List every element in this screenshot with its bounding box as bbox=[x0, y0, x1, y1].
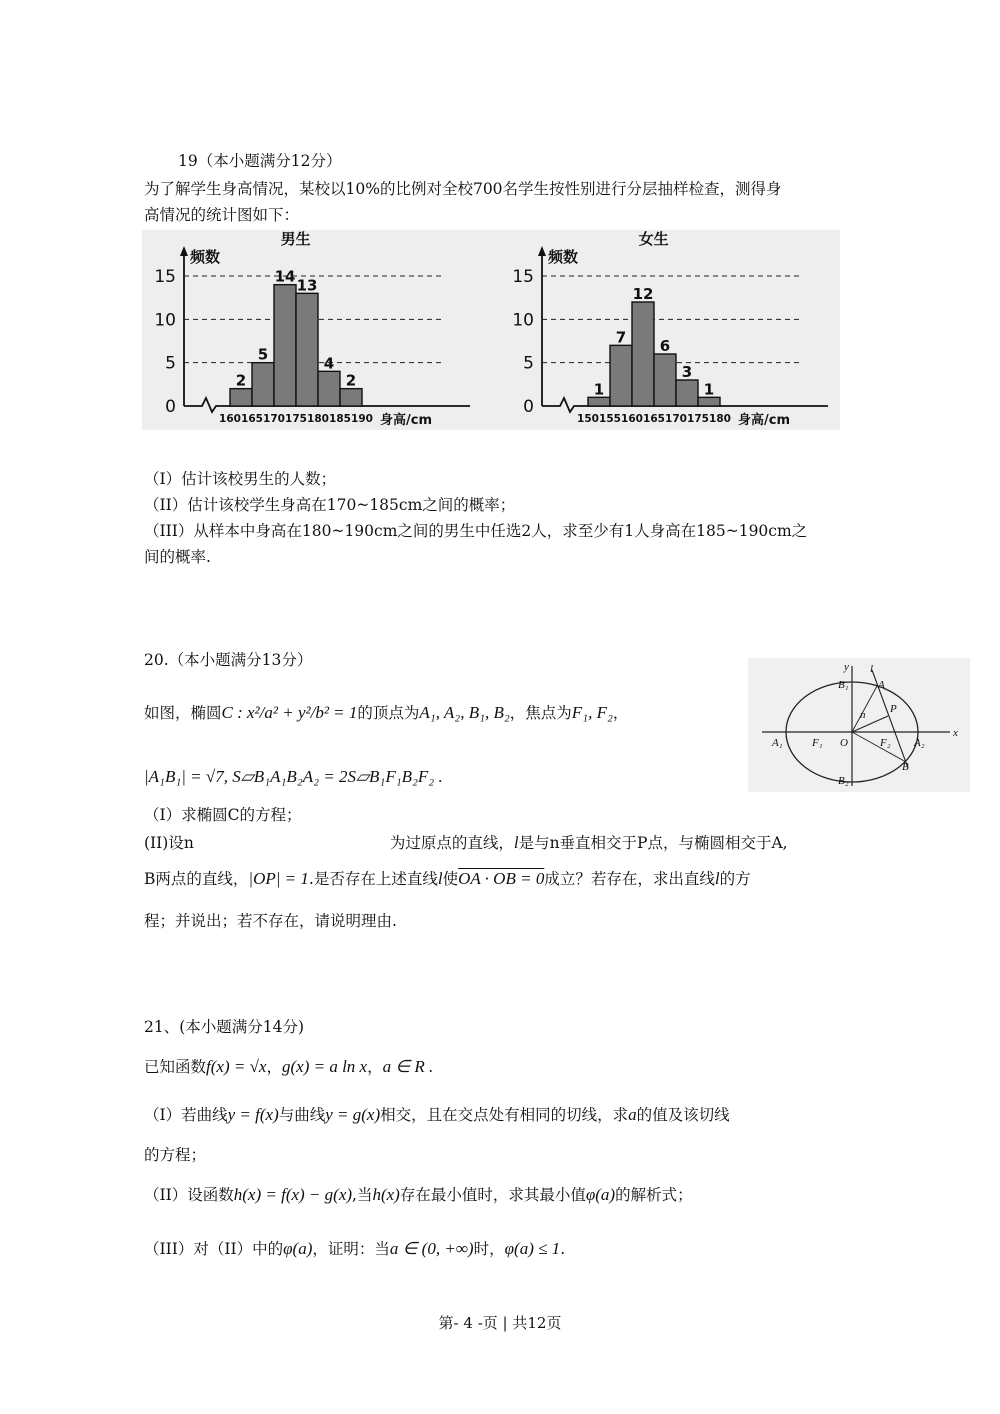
female-xlabel: 身高/cm bbox=[738, 413, 791, 428]
q20-line1-text-b: 的顶点为 bbox=[357, 704, 420, 722]
male-bar-label: 5 bbox=[257, 345, 269, 364]
q21-part1-line2: 的方程； bbox=[144, 1146, 207, 1164]
female-xtick-label: 180 bbox=[709, 413, 731, 425]
fig-label-y: y bbox=[844, 661, 849, 673]
q20-part2-line1 bbox=[144, 830, 858, 856]
q20-part2-b: 为过原点的直线， bbox=[389, 834, 514, 852]
dot-product: OA · OB = 0 bbox=[458, 869, 545, 888]
q20-part2-line3: 程；并说出；若不存在，请说明理由. bbox=[144, 912, 397, 930]
a-range: a ∈ (0, +∞) bbox=[389, 1239, 474, 1258]
q20-header: 20.（本小题满分13分） bbox=[144, 651, 313, 669]
female-bar bbox=[676, 380, 698, 406]
q21-p3-d: . bbox=[560, 1240, 566, 1258]
female-bar bbox=[632, 302, 654, 406]
male-bar-label: 4 bbox=[323, 354, 335, 373]
q21-part1-line1 bbox=[144, 1102, 730, 1128]
fig-label-b2: B₂ bbox=[838, 775, 849, 787]
male-xlabel: 身高/cm bbox=[380, 413, 433, 428]
female-ytick-label: 5 bbox=[523, 353, 534, 374]
male-ytick-label: 5 bbox=[165, 353, 176, 374]
ellipse-diagram bbox=[748, 658, 970, 792]
q21-sep1: ， bbox=[266, 1058, 282, 1076]
female-ytick-label: 15 bbox=[512, 267, 534, 287]
male-bar bbox=[296, 293, 318, 406]
female-bar bbox=[654, 354, 676, 406]
fig-label-x: x bbox=[953, 727, 958, 739]
fig-label-b1: B₁ bbox=[838, 679, 849, 691]
ellipse-equation: C : x²/a² + y²/b² = 1 bbox=[221, 703, 358, 722]
foci: F₁, F₂ bbox=[571, 703, 613, 722]
female-xtick-label: 160 bbox=[621, 413, 643, 425]
q20-part1: （I）求椭圆C的方程； bbox=[144, 806, 302, 824]
q21-p1-a: （I）若曲线 bbox=[144, 1106, 228, 1124]
q21-p1-c: 相交，且在交点处有相同的切线，求 bbox=[380, 1106, 629, 1124]
male-xtick-label: 180 bbox=[307, 413, 329, 425]
histogram-panel bbox=[142, 230, 840, 430]
q21-header: 21、(本小题满分14分) bbox=[144, 1018, 305, 1036]
line-l-symbol-3: l bbox=[714, 869, 720, 888]
q19-header: 19（本小题满分12分） bbox=[178, 152, 342, 170]
phi-a-2: φ(a) bbox=[283, 1239, 313, 1258]
female-ytick-label: 0 bbox=[523, 397, 534, 417]
female-bar bbox=[610, 345, 632, 406]
male-bar-label: 13 bbox=[296, 276, 318, 295]
q21-p1-d: 的值及该切线 bbox=[636, 1106, 730, 1124]
male-bar bbox=[252, 363, 274, 406]
male-y-arrow bbox=[180, 246, 188, 256]
female-bar-label: 1 bbox=[703, 380, 715, 399]
q20-line1 bbox=[144, 700, 628, 726]
male-bar bbox=[274, 285, 296, 406]
segment-ob bbox=[852, 732, 906, 762]
fig-label-p: P bbox=[890, 703, 897, 715]
line-l-symbol: l bbox=[513, 833, 519, 852]
q19-part3-line1: （III）从样本中身高在180~190cm之间的男生中任选2人，求至少有1人身高在185~190cm之 bbox=[144, 522, 808, 540]
line-n bbox=[852, 716, 888, 732]
q21-p2-b: ,当 bbox=[352, 1186, 373, 1204]
q20-b-2: .是否存在上述直线 bbox=[308, 870, 438, 888]
a-in-r: a ∈ R . bbox=[382, 1057, 434, 1076]
function-g: g(x) = a ln x bbox=[281, 1057, 368, 1076]
q21-part3 bbox=[144, 1236, 565, 1262]
male-xtick-label: 175 bbox=[285, 413, 307, 425]
female-histogram bbox=[500, 230, 840, 430]
q21-intro bbox=[144, 1054, 433, 1080]
q21-p3-c: 时， bbox=[473, 1240, 505, 1258]
q21-p2-c: 存在最小值时，求其最小值 bbox=[399, 1186, 586, 1204]
q20-part2-a: (II)设n bbox=[144, 834, 194, 852]
ellipse-figure bbox=[748, 658, 970, 792]
q20-condition-line: |A₁B₁| = √7, S▱B₁A₁B₂A₂ = 2S▱B₁F₁B₂F₂ . bbox=[144, 767, 443, 786]
male-xtick-label: 170 bbox=[263, 413, 285, 425]
female-bar-label: 6 bbox=[659, 337, 671, 355]
male-bar bbox=[318, 371, 340, 406]
var-a: a bbox=[628, 1105, 637, 1124]
q21-p3-b: ，证明：当 bbox=[312, 1240, 390, 1258]
q21-p3-a: （III）对（II）中的 bbox=[144, 1240, 284, 1258]
q19-intro-line1: 为了解学生身高情况，某校以10%的比例对全校700名学生按性别进行分层抽样检查，测得身 bbox=[144, 180, 782, 198]
q20-b-1: B两点的直线， bbox=[144, 870, 249, 888]
q21-intro-a: 已知函数 bbox=[144, 1058, 207, 1076]
q20-b-4: 成立？若存在，求出直线 bbox=[544, 870, 715, 888]
q20-line1-text-a: 如图，椭圆 bbox=[144, 704, 222, 722]
phi-a: φ(a) bbox=[585, 1185, 616, 1204]
fig-label-o: O bbox=[840, 737, 848, 749]
female-xtick-label: 170 bbox=[665, 413, 687, 425]
fig-label-f1: F₁ bbox=[812, 737, 823, 749]
male-ylabel: 频数 bbox=[190, 248, 221, 266]
page-footer: 第- 4 -页 | 共12页 bbox=[438, 1314, 562, 1332]
female-xtick-label: 155 bbox=[599, 413, 621, 425]
female-ytick-label: 10 bbox=[512, 310, 534, 331]
fig-label-a1: A₁ bbox=[772, 737, 783, 749]
q21-p1-b: 与曲线 bbox=[278, 1106, 326, 1124]
female-bar bbox=[698, 397, 720, 406]
q21-p2-d: 的解析式； bbox=[615, 1186, 693, 1204]
q20-line1-end: ， bbox=[612, 704, 629, 722]
q19-part2: （II）估计该校学生身高在170~185cm之间的概率； bbox=[144, 496, 516, 514]
male-histogram bbox=[142, 230, 482, 430]
female-bar bbox=[588, 397, 610, 406]
female-bar-label: 1 bbox=[593, 380, 605, 399]
male-bar-label: 14 bbox=[274, 267, 296, 286]
female-bar-label: 3 bbox=[681, 363, 693, 381]
op-norm: |OP| = 1 bbox=[248, 869, 309, 888]
q21-p2-a: （II）设函数 bbox=[144, 1186, 234, 1204]
fig-label-l: l bbox=[870, 663, 874, 675]
q20-line1-text-c: ，焦点为 bbox=[509, 704, 572, 722]
male-title: 男生 bbox=[280, 230, 311, 248]
male-ytick-label: 0 bbox=[165, 397, 176, 417]
h-of-x: h(x) bbox=[372, 1185, 400, 1204]
male-xtick-label: 190 bbox=[351, 413, 373, 425]
q20-part2-c: 是与n垂直相交于P点，与椭圆相交于A, bbox=[518, 834, 788, 852]
q21-part2 bbox=[144, 1182, 693, 1208]
curve-g: y = g(x) bbox=[325, 1105, 381, 1124]
q19-part1: （I）估计该校男生的人数； bbox=[144, 470, 337, 488]
male-ytick-label: 15 bbox=[154, 267, 176, 287]
female-title: 女生 bbox=[638, 230, 669, 248]
male-bar bbox=[230, 389, 252, 406]
male-xtick-label: 165 bbox=[241, 413, 263, 425]
female-bar-label: 12 bbox=[632, 285, 654, 303]
fig-label-a2: A₂ bbox=[914, 737, 925, 749]
q19-part3-line2: 间的概率. bbox=[144, 548, 211, 566]
q20-part2-line2 bbox=[144, 866, 751, 892]
female-ylabel: 频数 bbox=[548, 248, 579, 266]
q19-intro-line2: 高情况的统计图如下： bbox=[144, 206, 300, 224]
q21-sep2: ， bbox=[367, 1058, 383, 1076]
fig-label-n: n bbox=[860, 709, 866, 721]
male-bar-label: 2 bbox=[345, 371, 357, 390]
female-xtick-label: 165 bbox=[643, 413, 665, 425]
function-f: f(x) = √x bbox=[206, 1057, 267, 1076]
vertices: A₁, A₂, B₁, B₂ bbox=[419, 703, 510, 722]
male-bar bbox=[340, 389, 362, 406]
male-xtick-label: 185 bbox=[329, 413, 351, 425]
fig-label-b: B bbox=[902, 761, 909, 773]
phi-inequality: φ(a) ≤ 1 bbox=[504, 1239, 561, 1258]
male-bar-label: 2 bbox=[235, 371, 247, 390]
line-l-symbol-2: l bbox=[437, 869, 443, 888]
curve-f: y = f(x) bbox=[227, 1105, 279, 1124]
function-h: h(x) = f(x) − g(x) bbox=[233, 1185, 353, 1204]
female-xtick-label: 175 bbox=[687, 413, 709, 425]
female-bar-label: 7 bbox=[615, 328, 627, 347]
fig-label-f2: F₂ bbox=[880, 737, 891, 749]
male-xtick-label: 160 bbox=[219, 413, 241, 425]
male-ytick-label: 10 bbox=[154, 310, 176, 331]
female-y-arrow bbox=[538, 246, 546, 256]
female-xtick-label: 150 bbox=[577, 413, 599, 425]
q20-b-5: 的方 bbox=[719, 870, 751, 888]
fig-label-a: A bbox=[878, 679, 885, 691]
q20-b-3: 使 bbox=[442, 870, 459, 888]
